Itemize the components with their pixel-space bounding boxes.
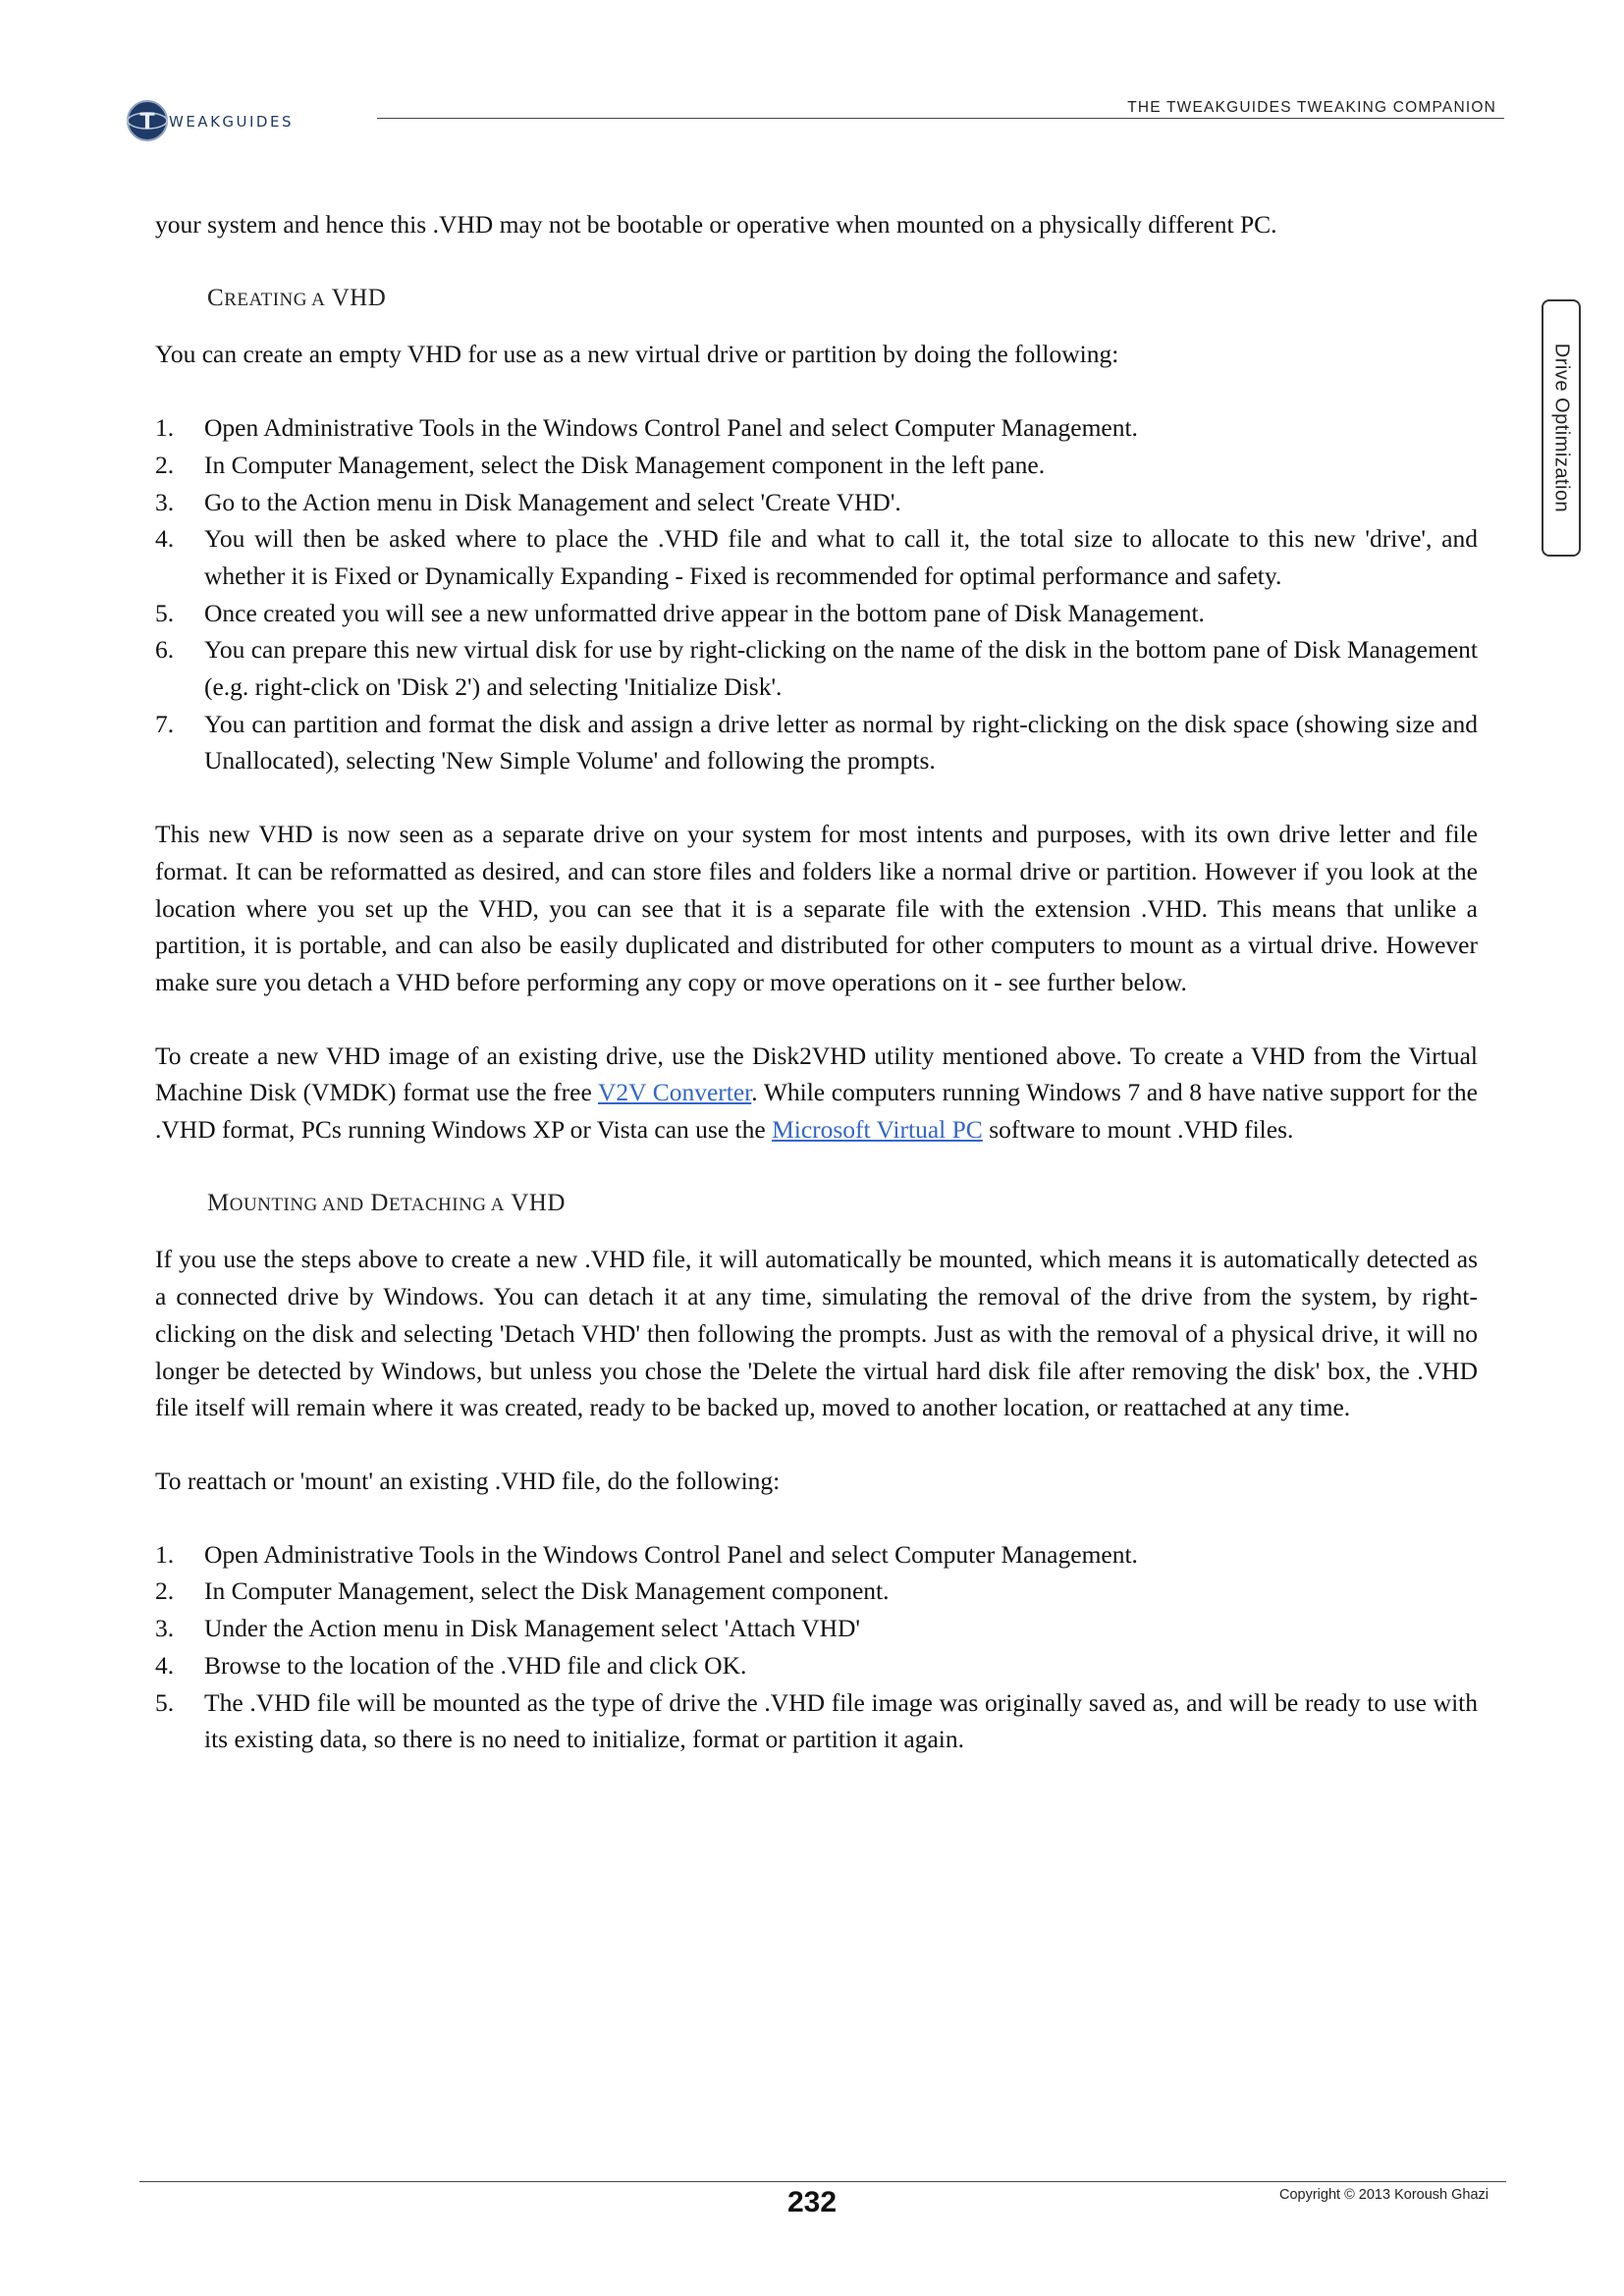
create-image-paragraph: To create a new VHD image of an existing drive, use the Disk2VHD utility mentioned above. To create a VHD from the Virtual Machine Disk (VMDK) format use the free V2V Converter. While computers running Windows 7 and 8 have native support for the .VHD format, PCs running Windows XP or Vista can use the Microsoft Virtual PC software to mount .VHD files. [155, 1041, 1478, 1145]
list-item: 1. Open Administrative Tools in the Windows Control Panel and select Computer Management. [155, 413, 1138, 443]
mounting-paragraph: If you use the steps above to create a new .VHD file, it will automatically be mounted, which means it is automatically detected as a connected drive by Windows. You can detach it at any time, simulating the removal of the drive from the system, by right-clicking on the disk and selecting 'Detach VHD' then following the prompts. Just as with the removal of a physical drive, it will no longer be detected by Windows, but unless you chose the 'Delete the virtual hard disk file after removing the disk' box, the .VHD file itself will remain where it was created, ready to be backed up, moved to another location, or reattached at any time. [155, 1245, 1478, 1422]
creating-steps-list [155, 409, 1478, 779]
list-item: 7. You can partition and format the disk and assign a drive letter as normal by right-clicking on the disk space (showing size and Unallocated), selecting 'New Simple Volume' and following the prompts. [155, 709, 1478, 775]
section-heading-creating-vhd: CREATING A VHD [207, 284, 387, 311]
page-number: 232 [786, 2186, 838, 2218]
list-item: 5. The .VHD file will be mounted as the type of drive the .VHD file image was originally saved as, and will be ready to use with its existing data, so there is no need to initialize, format or partition it again. [155, 1687, 1478, 1754]
svg-text:WEAKGUIDES: WEAKGUIDES [169, 113, 294, 131]
list-item: 3. Under the Action menu in Disk Management select 'Attach VHD' [155, 1614, 861, 1643]
intro-paragraph: your system and hence this .VHD may not be bootable or operative when mounted on a physically different PC. [155, 210, 1277, 239]
list-item: 4. You will then be asked where to place the .VHD file and what to call it, the total size to allocate to this new 'drive', and whether it is Fixed or Dynamically Expanding - Fixed is recommended for optimal performance and safety. [155, 524, 1478, 590]
v2v-converter-link[interactable]: V2V Converter [597, 1078, 752, 1107]
list-item: 2. In Computer Management, select the Disk Management component. [155, 1576, 890, 1606]
footer-rule [139, 2181, 1506, 2182]
svg-text:T: T [139, 110, 155, 134]
section-heading-mounting-detaching: MOUNTING AND DETACHING A VHD [207, 1189, 566, 1216]
creating-lead-paragraph: You can create an empty VHD for use as a new virtual drive or partition by doing the following: [155, 340, 1119, 369]
list-item: 6. You can prepare this new virtual disk for use by right-clicking on the name of the disk in the bottom pane of Disk Management (e.g. right-click on 'Disk 2') and selecting 'Initialize Disk'. [155, 635, 1478, 702]
list-item: 4. Browse to the location of the .VHD file and click OK. [155, 1650, 747, 1680]
tweakguides-logo [126, 98, 361, 143]
reattach-steps-list [155, 1536, 1478, 1758]
copyright-notice: Copyright © 2013 Koroush Ghazi [1279, 2187, 1489, 2203]
microsoft-virtual-pc-link[interactable]: Microsoft Virtual PC [772, 1115, 983, 1145]
side-tab-label: Drive Optimization [1550, 343, 1573, 513]
vhd-description-paragraph: This new VHD is now seen as a separate drive on your system for most intents and purposes, with its own drive letter and file format. It can be reformatted as desired, and can store files and folders like a normal drive or partition. However if you look at the location where you set up the VHD, you can see that it is a separate file with the extension .VHD. This means that unlike a partition, it is portable, and can also be easily duplicated and distributed for other computers to mount as a virtual drive. However make sure you detach a VHD before performing any copy or move operations on it - see further below. [155, 820, 1478, 996]
list-item: 1. Open Administrative Tools in the Windows Control Panel and select Computer Management. [155, 1539, 1138, 1569]
reattach-lead-paragraph: To reattach or 'mount' an existing .VHD file, do the following: [155, 1466, 781, 1495]
list-item: 5. Once created you will see a new unformatted drive appear in the bottom pane of Disk Management. [155, 598, 1205, 627]
list-item: 3. Go to the Action menu in Disk Management and select 'Create VHD'. [155, 487, 901, 516]
document-body [155, 206, 1478, 1758]
list-item: 2. In Computer Management, select the Disk Management component in the left pane. [155, 450, 1046, 479]
header-title: THE TWEAKGUIDES TWEAKING COMPANION [1127, 99, 1496, 116]
section-side-tab[interactable] [1542, 299, 1581, 557]
header-rule [377, 118, 1504, 119]
